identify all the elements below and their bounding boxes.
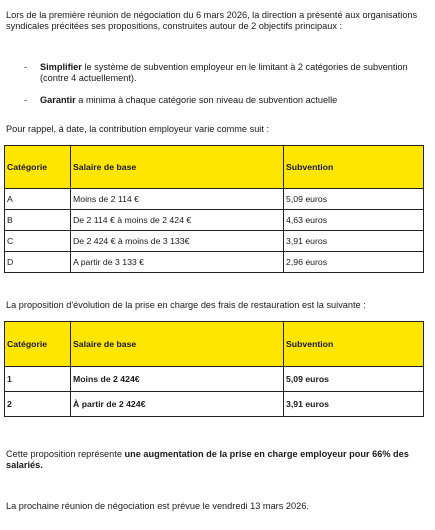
objectives-list-1	[24, 62, 425, 84]
cell-categorie: B	[5, 210, 71, 231]
objectives-list-2	[24, 95, 425, 106]
cell-salaire: À partir de 2 424€	[71, 392, 284, 417]
cell-salaire: Moins de 2 424€	[71, 367, 284, 392]
objective-text: le système de subvention employeur en le limitant à 2 catégories de subvention (contre 4 actuellement).	[40, 62, 408, 84]
header-subvention: Subvention	[284, 146, 424, 189]
header-salaire: Salaire de base	[71, 146, 284, 189]
proposition-paragraph: La proposition d'évolution de la prise en charge des frais de restauration est la suivante :	[6, 300, 366, 310]
cell-subvention: 2,96 euros	[284, 252, 424, 273]
cell-salaire: De 2 424 € à moins de 3 133€	[71, 231, 284, 252]
header-categorie: Catégorie	[5, 322, 71, 367]
header-salaire: Salaire de base	[71, 322, 284, 367]
header-categorie: Catégorie	[5, 146, 71, 189]
cell-subvention: 3,91 euros	[284, 392, 424, 417]
proposed-subsidy-table	[4, 321, 424, 417]
objective-text: a minima à chaque catégorie son niveau de subvention actuelle	[75, 95, 338, 105]
table-row	[5, 231, 424, 252]
cell-salaire: A partir de 3 133 €	[71, 252, 284, 273]
table-row	[5, 367, 424, 392]
augmentation-paragraph	[6, 449, 427, 471]
objective-item-garantir	[24, 95, 425, 106]
augmentation-highlight: une augmentation de la prise en charge employeur pour 66% des salariés.	[6, 449, 409, 471]
cell-subvention: 5,09 euros	[284, 367, 424, 392]
objective-keyword: Garantir	[40, 95, 76, 105]
cell-categorie: 2	[5, 392, 71, 417]
cell-subvention: 4,63 euros	[284, 210, 424, 231]
cell-categorie: D	[5, 252, 71, 273]
cell-categorie: 1	[5, 367, 71, 392]
cell-salaire: De 2 114 € à moins de 2 424 €	[71, 210, 284, 231]
list-dash: -	[24, 95, 28, 105]
cell-subvention: 3,91 euros	[284, 231, 424, 252]
current-subsidy-table	[4, 145, 424, 273]
objective-item-simplifier	[24, 62, 425, 84]
table-header-row	[5, 146, 424, 189]
cell-categorie: A	[5, 189, 71, 210]
table-row	[5, 392, 424, 417]
cell-subvention: 5,09 euros	[284, 189, 424, 210]
augmentation-prefix: Cette proposition représente	[6, 449, 125, 459]
cell-salaire: Moins de 2 114 €	[71, 189, 284, 210]
intro-paragraph: Lors de la première réunion de négociation du 6 mars 2026, la direction a présenté aux organisations syndicales précitées ses propositions, construites autour de 2 objectifs principaux :	[6, 10, 418, 32]
header-subvention: Subvention	[284, 322, 424, 367]
table-row	[5, 210, 424, 231]
table-row	[5, 252, 424, 273]
cell-categorie: C	[5, 231, 71, 252]
table-header-row	[5, 322, 424, 367]
table-row	[5, 189, 424, 210]
list-dash: -	[24, 62, 28, 72]
next-meeting-paragraph: La prochaine réunion de négociation est prévue le vendredi 13 mars 2026.	[6, 501, 309, 511]
objective-keyword: Simplifier	[40, 62, 82, 72]
rappel-paragraph: Pour rappel, à date, la contribution employeur varie comme suit :	[6, 124, 269, 134]
